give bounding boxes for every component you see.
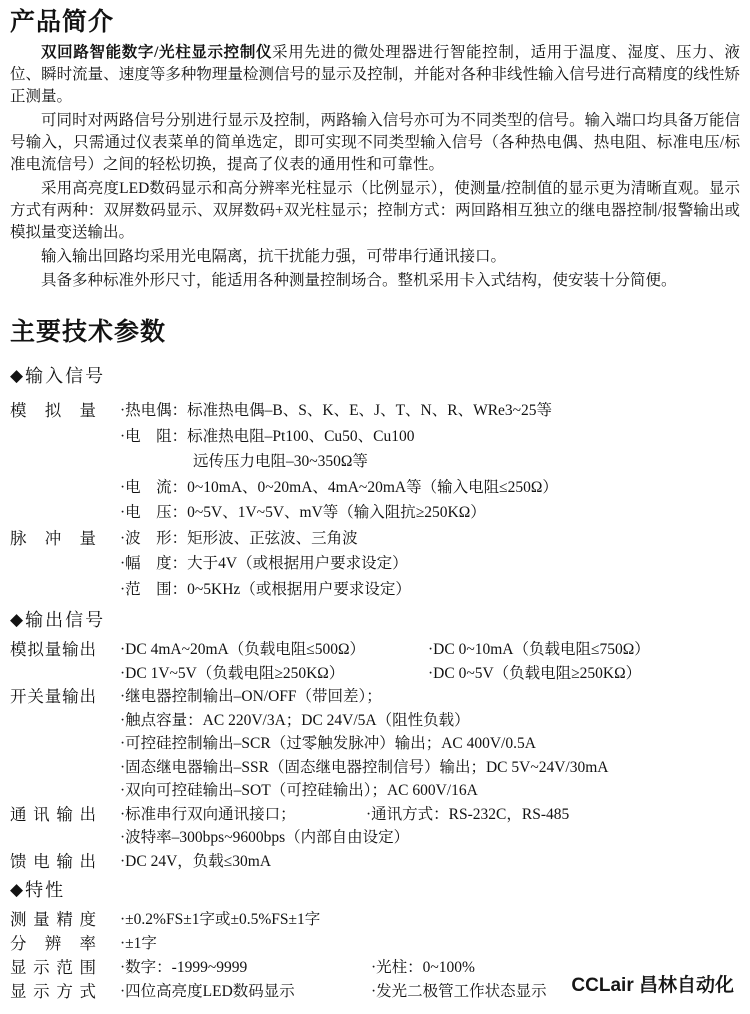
input-rows [10, 398, 740, 602]
row-label [10, 551, 96, 577]
intro-section [10, 42, 740, 292]
diamond-icon: ◆ [10, 366, 24, 385]
row-label: 馈电输出 [10, 851, 96, 871]
row-value: ·触点容量：AC 220V/3A；DC 24V/5A（阻性负载） [120, 711, 470, 729]
row-value: 远传压力电阻–30~350Ω等 [193, 453, 368, 470]
brand-logo-text: CCLair 昌林自动化 [571, 975, 734, 996]
row-label: 通讯输出 [10, 804, 96, 824]
table-row [10, 449, 740, 475]
row-value [96, 662, 740, 686]
row-label: 显示方式 [10, 982, 96, 1001]
row-value: ·波 形：矩形波、正弦波、三角波 [120, 529, 358, 547]
table-row [10, 475, 740, 501]
table-row [10, 398, 740, 424]
section-title-input: 输入信号 [25, 366, 106, 386]
row-label [10, 449, 96, 475]
intro-paragraph-5: 具备多种标准外形尺寸，能适用各种测量控制场合。整机采用卡入式结构，使安装十分简便。 [41, 272, 677, 289]
row-value: ·±0.2%FS±1字或±0.5%FS±1字 [120, 911, 321, 928]
row-value-left: ·DC 4mA~20mA（负载电阻≤500Ω） [120, 641, 365, 658]
row-label [10, 826, 96, 850]
row-label [10, 779, 96, 803]
row-label: 显示范围 [10, 958, 96, 977]
row-label [10, 577, 96, 603]
row-value-left: ·DC 1V~5V（负载电阻≥250KΩ） [120, 664, 345, 682]
row-value-right: ·通讯方式：RS-232C，RS-485 [366, 805, 570, 823]
section-heading-features [10, 878, 740, 902]
intro-paragraph-1 [10, 42, 740, 108]
table-row [10, 551, 740, 577]
page-title-intro: 产品简介 [10, 8, 115, 36]
row-value-right: ·DC 0~5V（负载电阻≥250KΩ） [428, 664, 642, 682]
intro-paragraph-3: 采用高亮度LED数码显示和高分辨率光柱显示（比例显示），使测量/控制值的显示更为清晰直观。显示方式有两种：双屏数码显示、双屏数码+双光柱显示；控制方式：两回路相互独立的继电器控制/报警输出或模拟量变送输出。 [10, 180, 740, 241]
row-value: ·双向可控硅输出–SOT（可控硅输出）；AC 600V/16A [120, 782, 478, 799]
row-label: 模拟量 [10, 401, 96, 420]
row-value-right: ·DC 0~10mA（负载电阻≤750Ω） [428, 641, 650, 658]
table-row [10, 500, 740, 526]
row-label [10, 500, 96, 526]
row-label: 模拟量输出 [10, 640, 96, 659]
intro-paragraph-4: 输入输出回路均采用光电隔离，抗干扰能力强，可带串行通讯接口。 [41, 248, 507, 265]
section-title-output: 输出信号 [25, 610, 106, 630]
row-label [10, 475, 96, 501]
row-value: ·固态继电器输出–SSR（固态继电器控制信号）输出；DC 5V~24V/30mA [120, 758, 609, 776]
row-value: ·电 流：0~10mA、0~20mA、4mA~20mA等（输入电阻≤250Ω） [120, 478, 558, 496]
table-row [10, 732, 740, 756]
row-value [96, 638, 740, 662]
output-rows [10, 638, 740, 873]
row-value: ·电 阻：标准热电阻–Pt100、Cu50、Cu100 [120, 427, 415, 445]
row-value: ·±1字 [120, 935, 157, 952]
row-value: ·幅 度：大于4V（或根据用户要求设定） [120, 555, 408, 572]
table-row [10, 709, 740, 733]
table-row [10, 662, 740, 686]
product-name-bold: 双回路智能数字/光柱显示控制仪 [41, 44, 273, 61]
diamond-icon: ◆ [10, 880, 24, 899]
table-row [10, 424, 740, 450]
row-label [10, 732, 96, 756]
table-row [10, 577, 740, 603]
row-label [10, 662, 96, 686]
row-label [10, 709, 96, 733]
table-row [10, 932, 740, 956]
row-value-left: ·数字：-1999~9999 [120, 959, 248, 976]
table-row [10, 803, 740, 827]
page-title-specs: 主要技术参数 [10, 318, 167, 346]
row-label: 开关量输出 [10, 687, 96, 706]
row-value: ·继电器控制输出–ON/OFF（带回差）； [120, 688, 382, 705]
row-label [10, 756, 96, 780]
row-value-right: ·发光二极管工作状态显示 [371, 983, 547, 1000]
row-value-left: ·四位高亮度LED数码显示 [120, 983, 295, 1000]
row-value: ·DC 24V，负载≤30mA [120, 852, 272, 870]
row-value: ·电 压：0~5V、1V~5V、mV等（输入阻抗≥250KΩ） [120, 504, 486, 521]
table-row [10, 526, 740, 552]
table-row [10, 685, 740, 709]
row-label: 脉冲量 [10, 528, 96, 548]
row-value: ·范 围：0~5KHz（或根据用户要求设定） [120, 580, 411, 598]
row-label [10, 424, 96, 450]
table-row [10, 826, 740, 850]
section-heading-output [10, 608, 740, 632]
table-row [10, 756, 740, 780]
row-value: ·热电偶：标准热电偶–B、S、K、E、J、T、N、R、WRe3~25等 [120, 402, 553, 419]
row-label: 分辨率 [10, 934, 96, 953]
section-title-features: 特性 [25, 880, 66, 900]
intro-paragraph-1-text: 采用先进的微处理器进行智能控制，适用于温度、湿度、压力、液位、瞬时流量、速度等多种物理量检测信号的显示及控制，并能对各种非线性输入信号进行高精度的线性矫正测量。 [10, 44, 740, 105]
intro-paragraph-2: 可同时对两路信号分别进行显示及控制，两路输入信号亦可为不同类型的信号。输入端口均具备万能信号输入，只需通过仪表菜单的简单选定，即可实现不同类型输入信号（各种热电偶、热电阻、标准电压/标准电流信号）之间的轻松切换，提高了仪表的通用性和可靠性。 [10, 112, 740, 173]
table-row [10, 908, 740, 932]
table-row [10, 779, 740, 803]
row-value: ·波特率–300bps~9600bps（内部自由设定） [120, 829, 410, 846]
row-value-left: ·标准串行双向通讯接口； [120, 805, 296, 823]
row-value-right: ·光柱：0~100% [371, 959, 475, 976]
row-label: 测量精度 [10, 910, 96, 929]
table-row [10, 638, 740, 662]
row-value: ·可控硅控制输出–SCR（过零触发脉冲）输出；AC 400V/0.5A [120, 735, 536, 752]
diamond-icon: ◆ [10, 610, 24, 629]
row-value [96, 803, 740, 827]
section-heading-input [10, 364, 740, 388]
table-row [10, 850, 740, 874]
